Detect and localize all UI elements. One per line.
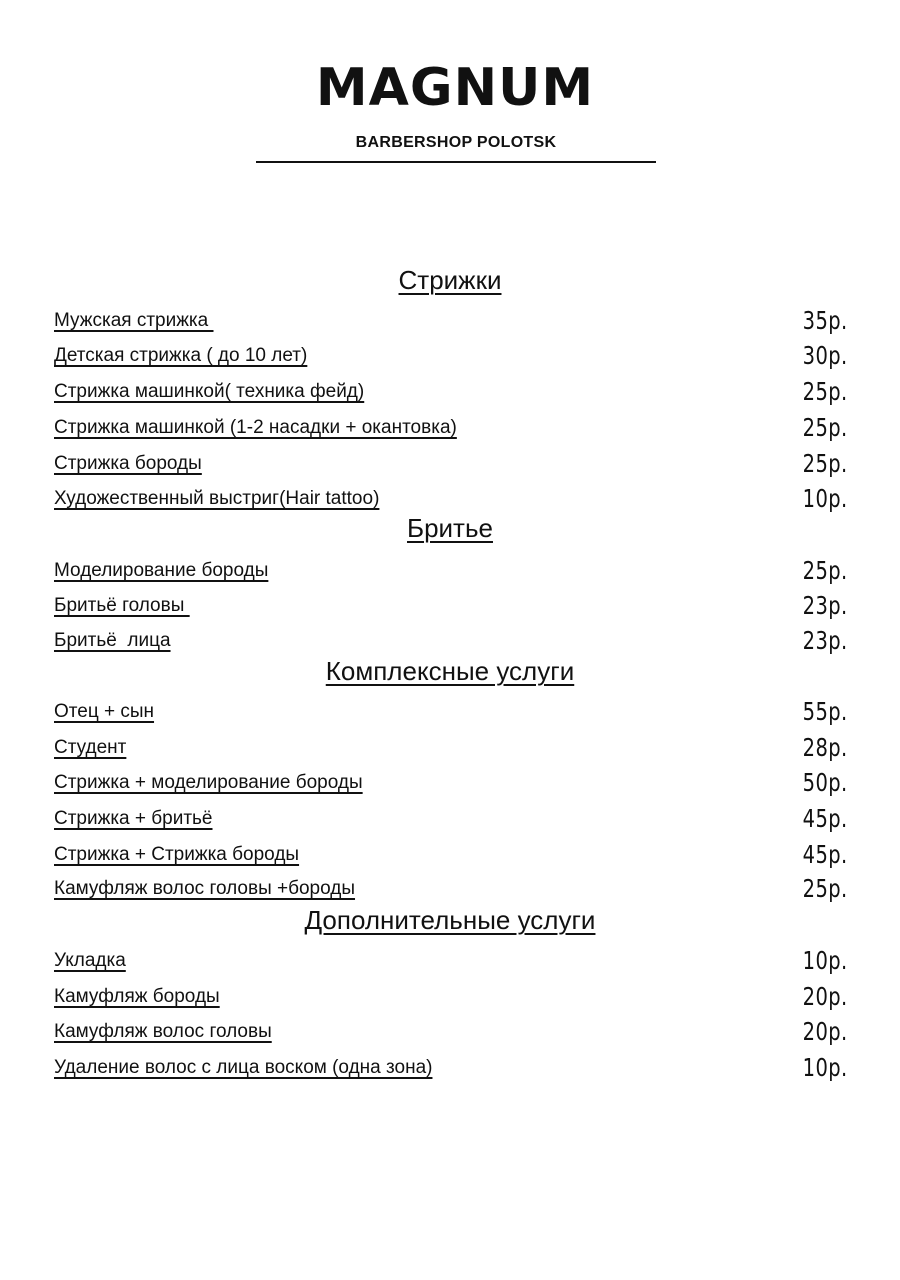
service-price: 25р. bbox=[803, 874, 848, 903]
price-row bbox=[54, 484, 850, 514]
service-price: 55р. bbox=[803, 697, 848, 726]
service-price: 50р. bbox=[803, 768, 848, 797]
price-row bbox=[54, 982, 850, 1012]
service-price: 20р. bbox=[803, 982, 848, 1011]
service-name: Стрижка + моделирование бороды bbox=[54, 772, 363, 793]
price-row bbox=[54, 449, 850, 479]
service-name: Стрижка + бритьё bbox=[54, 808, 213, 829]
price-row bbox=[54, 946, 850, 976]
service-name: Мужская стрижка bbox=[54, 310, 214, 331]
service-name: Бритьё лица bbox=[54, 630, 171, 651]
price-row bbox=[54, 626, 850, 656]
price-row bbox=[54, 591, 850, 621]
service-name: Камуфляж волос головы +бороды bbox=[54, 878, 356, 899]
section-title-shaving: Бритье bbox=[407, 513, 493, 543]
service-price: 45р. bbox=[803, 804, 848, 833]
service-price: 23р. bbox=[803, 591, 848, 620]
price-row bbox=[54, 306, 850, 336]
service-name: Стрижка + Стрижка бороды bbox=[54, 844, 300, 865]
service-price: 10р. bbox=[803, 484, 848, 513]
service-name: Детская стрижка ( до 10 лет) bbox=[54, 345, 308, 366]
price-row bbox=[54, 768, 850, 798]
service-name: Камуфляж бороды bbox=[54, 986, 220, 1007]
brand-logo: MAGNUM bbox=[315, 58, 595, 118]
price-row bbox=[54, 413, 850, 443]
service-name: Отец + сын bbox=[54, 701, 155, 722]
section-title-additional-services: Дополнительные услуги bbox=[304, 905, 596, 935]
service-price: 23р. bbox=[803, 626, 848, 655]
service-name: Укладка bbox=[54, 950, 126, 971]
section-title-combo-services: Комплексные услуги bbox=[325, 656, 575, 686]
price-row bbox=[54, 733, 850, 763]
price-row bbox=[54, 840, 850, 870]
service-name: Стрижка машинкой( техника фейд) bbox=[54, 381, 365, 402]
service-name: Моделирование бороды bbox=[54, 560, 269, 581]
service-price: 20р. bbox=[803, 1017, 848, 1046]
service-name: Камуфляж волос головы bbox=[54, 1021, 272, 1042]
service-name: Бритьё головы bbox=[54, 595, 190, 616]
price-row bbox=[54, 1017, 850, 1047]
price-row bbox=[54, 556, 850, 586]
price-row bbox=[54, 874, 850, 904]
price-row bbox=[54, 341, 850, 371]
service-price: 35р. bbox=[803, 306, 848, 335]
service-price: 25р. bbox=[803, 413, 848, 442]
brand-subtitle: BARBERSHOP POLOTSK bbox=[355, 134, 557, 151]
service-price: 25р. bbox=[803, 556, 848, 585]
service-price: 25р. bbox=[803, 449, 848, 478]
service-price: 10р. bbox=[803, 946, 848, 975]
service-price: 25р. bbox=[803, 377, 848, 406]
service-name: Студент bbox=[54, 737, 127, 758]
service-price: 30р. bbox=[803, 341, 848, 370]
service-price: 10р. bbox=[803, 1053, 848, 1082]
section-title-haircuts: Стрижки bbox=[398, 265, 502, 295]
price-row bbox=[54, 377, 850, 407]
price-row bbox=[54, 1053, 850, 1083]
header-divider bbox=[256, 161, 656, 163]
service-price: 28р. bbox=[803, 733, 848, 762]
service-name: Стрижка машинкой (1-2 насадки + окантовка) bbox=[54, 417, 457, 438]
service-name: Художественный выстриг(Hair tattoo) bbox=[54, 488, 380, 509]
price-row bbox=[54, 697, 850, 727]
service-name: Стрижка бороды bbox=[54, 453, 202, 474]
price-row bbox=[54, 804, 850, 834]
service-price: 45р. bbox=[803, 840, 848, 869]
service-name: Удаление волос с лица воском (одна зона) bbox=[54, 1057, 433, 1078]
